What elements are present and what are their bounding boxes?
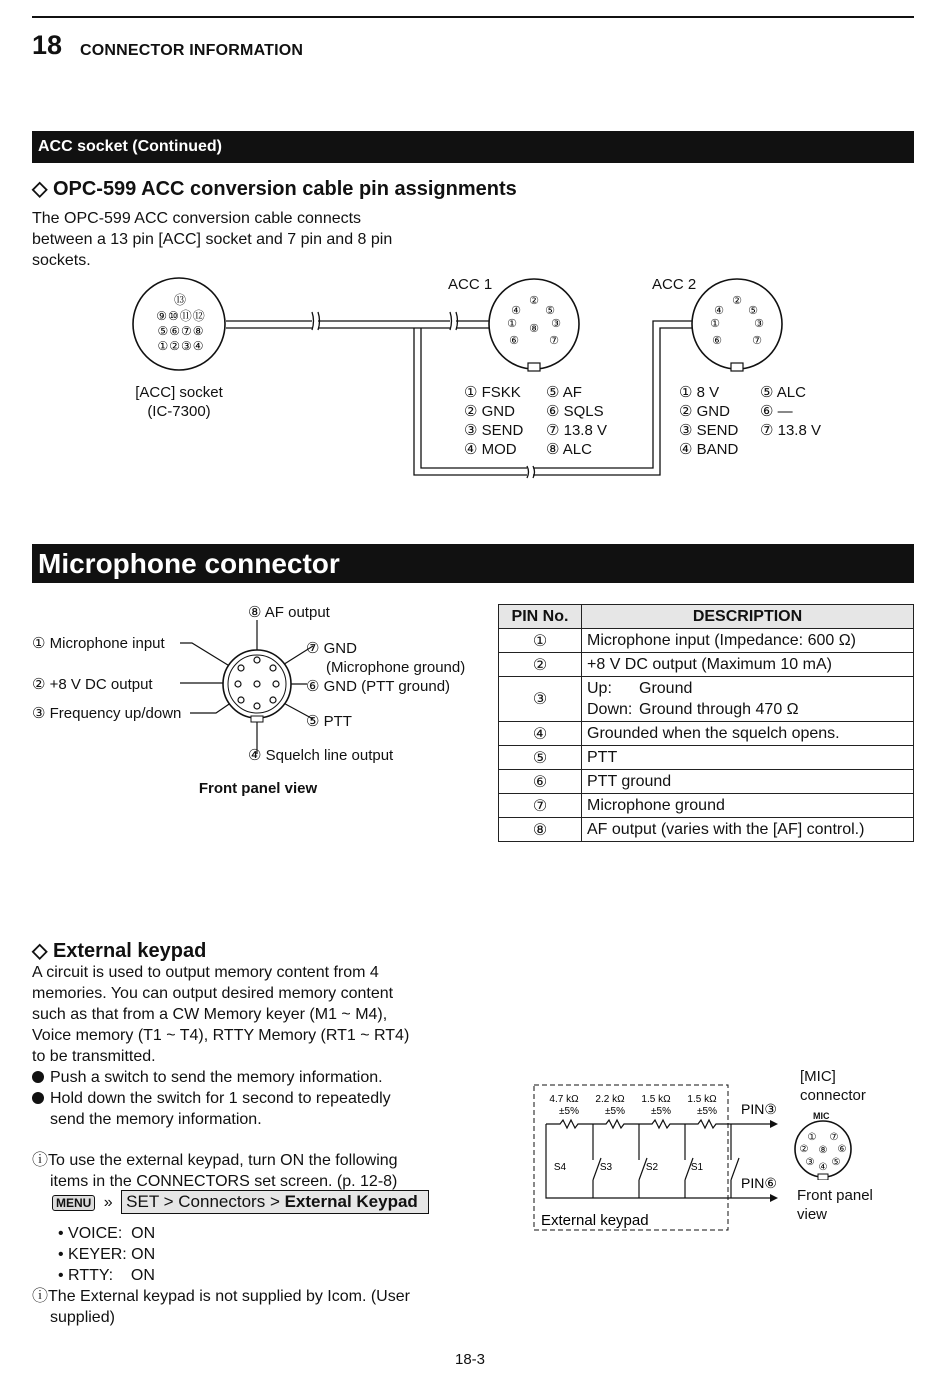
mic-pin5-label: ⑤ PTT [306,713,352,730]
table-row [499,794,914,818]
col-pin-no: PIN No. [499,605,582,629]
keypad-circuit-diagram [520,1080,810,1240]
small-mic-pin-1: ① [807,1132,817,1143]
acc1-label: ACC 1 [448,276,493,293]
page-number: 18 [32,30,63,60]
svg-text:⑤⑥⑦⑧: ⑤⑥⑦⑧ [157,324,205,338]
svg-text:①②③④: ①②③④ [157,339,205,353]
svg-text:±5%: ±5% [651,1106,671,1117]
acc1-pin-5: ⑤ [545,305,555,317]
menu-arrow: » [103,1194,113,1211]
svg-text:2.2 kΩ: 2.2 kΩ [595,1094,625,1105]
pin-cell: ③ [499,677,582,722]
svg-text:⑨⑩⑪⑫: ⑨⑩⑪⑫ [156,309,206,323]
pin-cell: ⑧ [499,818,582,842]
cable-lines [226,312,692,478]
table-row [499,653,914,677]
mic-socket [223,650,291,722]
acc2-pin-5: ⑤ [748,305,758,317]
col-description: DESCRIPTION [582,605,914,629]
mic-pin4-label: ④ Squelch line output [248,747,394,764]
acc-socket-caption: [ACC] socket (IC-7300) [135,384,223,420]
svg-text:±5%: ±5% [605,1106,625,1117]
svg-text:PIN③: PIN③ [741,1101,777,1117]
acc-13pin-socket [133,278,225,370]
menu-path-row [52,1190,429,1214]
svg-text:S1: S1 [690,1162,704,1173]
acc-section-bar: ACC socket (Continued) [32,131,914,163]
svg-text:PIN⑥: PIN⑥ [741,1175,777,1191]
acc2-pin-6: ⑥ [712,335,722,347]
bullet-icon [32,1071,44,1083]
acc2-pin-1: ① [710,318,720,330]
mic-pin-table [498,604,914,842]
svg-text:S2: S2 [645,1162,659,1173]
mic-pin8-label: ⑧ AF output [248,604,330,621]
svg-text:1.5 kΩ: 1.5 kΩ [641,1094,671,1105]
table-row [499,746,914,770]
desc-cell: Microphone ground [582,794,914,818]
opc599-intro: The OPC-599 ACC conversion cable connects between a 13 pin [ACC] socket and 7 pin and 8 pin sockets. [32,210,393,269]
acc2-pin-list-right: ⑤ ALC ⑥ — ⑦ 13.8 V [760,384,821,439]
table-row [499,722,914,746]
acc2-label: ACC 2 [652,276,697,293]
chapter-title: CONNECTOR INFORMATION [80,42,304,59]
small-mic-pin-7: ⑦ [829,1132,839,1143]
svg-text:S4: S4 [553,1162,567,1173]
acc2-pin-7: ⑦ [752,335,762,347]
acc2-socket [692,279,782,371]
svg-text:±5%: ±5% [559,1106,579,1117]
keypad-front-panel-caption: Front panel view [797,1187,873,1223]
mic-pin3-label: ③ Frequency up/down [32,705,182,722]
table-row [499,818,914,842]
info-icon: ⓘ [32,1152,49,1169]
mic-pin6-label: ⑥ GND (PTT ground) [306,678,451,695]
acc1-pin-list-right: ⑤ AF ⑥ SQLS ⑦ 13.8 V ⑧ ALC [546,384,607,458]
small-mic-pin-4: ④ [818,1162,828,1173]
desc-cell: PTT ground [582,770,914,794]
pin-cell: ⑤ [499,746,582,770]
pin-cell: ④ [499,722,582,746]
desc-cell: AF output (varies with the [AF] control.) [582,818,914,842]
small-mic-pin-5: ⑤ [831,1157,841,1168]
svg-text:External keypad: External keypad [541,1212,649,1229]
pin-cell: ① [499,629,582,653]
acc2-pin-2: ② [732,295,742,307]
mic-pin7-sublabel: (Microphone ground) [326,659,466,676]
acc1-pin-2: ② [529,295,539,307]
small-mic-connector [790,1118,860,1180]
svg-text:⑬: ⑬ [173,293,187,307]
svg-text:1.5 kΩ: 1.5 kΩ [687,1094,717,1105]
acc1-pin-list-left: ① FSKK ② GND ③ SEND ④ MOD [464,384,524,458]
desc-cell: Grounded when the squelch opens. [582,722,914,746]
desc-cell: Microphone input (Impedance: 600 Ω) [582,629,914,653]
keypad-bullet-1: Push a switch to send the memory information. [32,1067,383,1088]
desc-cell: +8 V DC output (Maximum 10 mA) [582,653,914,677]
bullet-icon [32,1092,44,1104]
small-mic-pin-2: ② [799,1144,809,1155]
small-mic-pin-8: ⑧ [818,1145,828,1156]
pin-cell: ⑦ [499,794,582,818]
mic-front-panel-caption: Front panel view [198,780,318,797]
keypad-settings-list: • VOICE: ON • KEYER: ON • RTTY: ON [58,1225,156,1284]
menu-path-box: SET > Connectors > External Keypad [121,1190,429,1214]
mic-pin1-label: ① Microphone input [32,635,165,652]
keypad-bullet-2: Hold down the switch for 1 second to repeatedly send the memory information. [32,1088,391,1130]
table-header-row [499,605,914,629]
acc1-socket [489,279,579,371]
acc1-pin-1: ① [507,318,517,330]
svg-text:S3: S3 [599,1162,613,1173]
desc-cell: PTT [582,746,914,770]
page-ref: 18-3 [455,1351,486,1368]
svg-text:4.7 kΩ: 4.7 kΩ [549,1094,579,1105]
acc1-pin-3: ③ [551,318,561,330]
keypad-info-2: ⓘThe External keypad is not supplied by Icom. (User supplied) [32,1288,410,1326]
desc-cell: Up: Ground Down: Ground through 470 Ω [582,677,914,722]
pin-cell: ② [499,653,582,677]
keypad-paragraph: A circuit is used to output memory content from 4 memories. You can output desired memory content such as that from a CW Memory keyer (M1 ~ M4), Voice memory (T1 ~ T4), RTTY Memory (RT1 ~ RT4) to be transmitted. [32,964,410,1065]
acc1-pin-8: ⑧ [529,323,539,335]
table-row [499,770,914,794]
opc599-heading: ◇ OPC-599 ACC conversion cable pin assignments [32,178,517,200]
small-mic-pin-3: ③ [805,1157,815,1168]
mic-section-bar: Microphone connector [32,544,914,583]
table-row [499,677,914,722]
menu-key-icon: MENU [52,1195,95,1211]
acc2-pin-list-left: ① 8 V ② GND ③ SEND ④ BAND [679,384,739,458]
mic-pin2-label: ② +8 V DC output [32,676,153,693]
mic-pin7-label: ⑦ GND [306,640,357,657]
keypad-heading: ◇ External keypad [32,940,207,962]
acc1-pin-4: ④ [511,305,521,317]
keypad-info-1: ⓘTo use the external keypad, turn ON the following items in the CONNECTORS set screen. (p. 12-8) [32,1152,398,1190]
table-row [499,629,914,653]
mic-connector-label: [MIC] connector [800,1068,866,1104]
small-mic-pin-6: ⑥ [837,1144,847,1155]
acc1-pin-6: ⑥ [509,335,519,347]
acc2-pin-4: ④ [714,305,724,317]
info-icon: ⓘ [32,1288,49,1305]
acc2-pin-3: ③ [754,318,764,330]
acc1-pin-7: ⑦ [549,335,559,347]
svg-text:±5%: ±5% [697,1106,717,1117]
header-rule [32,16,914,18]
mic-tag: MIC [813,1111,830,1121]
pin-cell: ⑥ [499,770,582,794]
